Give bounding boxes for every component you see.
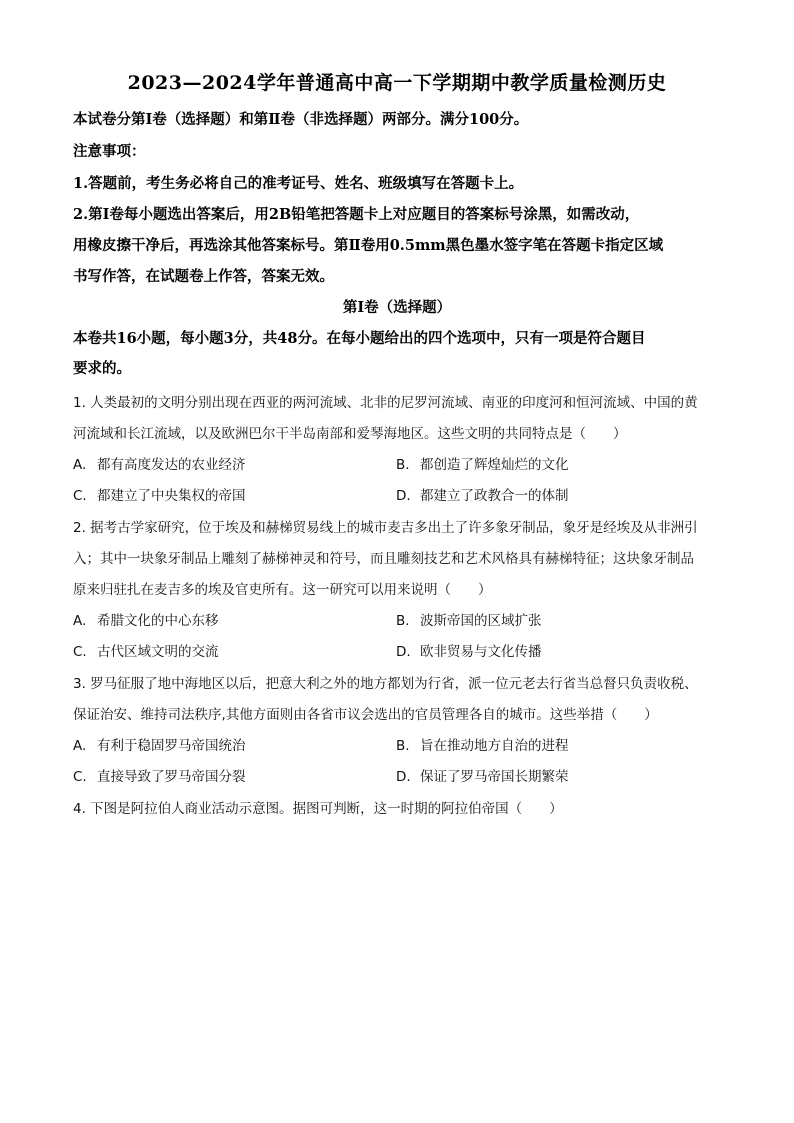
question-3-line: 3. 罗马征服了地中海地区以后，把意大利之外的地方都划为行省，派一位元老去行省当总督只负责收税、 (73, 676, 698, 692)
question-3-option-a (73, 734, 246, 754)
question-3-option-b (396, 734, 569, 754)
notice-heading: 注意事项： (73, 143, 146, 160)
option-text: 直接导致了罗马帝国分裂 (97, 769, 246, 785)
option-text: 波斯帝国的区域扩张 (420, 613, 542, 629)
option-label: B. (396, 738, 410, 754)
option-text: 都创造了辉煌灿烂的文化 (420, 457, 569, 473)
question-1-line: 1. 人类最初的文明分别出现在西亚的两河流域、北非的尼罗河流域、南亚的印度河和恒河流域、中国的黄 (73, 395, 698, 411)
question-1-option-a (73, 453, 246, 473)
section-desc: 本卷共16小题，每小题3分，共48分。在每小题给出的四个选项中，只有一项是符合题目 (73, 330, 646, 347)
notice-line: 2.第Ⅰ卷每小题选出答案后，用2B铅笔把答题卡上对应题目的答案标号涂黑，如需改动， (73, 206, 640, 223)
question-3-option-c (73, 765, 246, 785)
question-1-option-d (396, 484, 569, 504)
section-desc: 要求的。 (73, 360, 131, 377)
option-text: 都有高度发达的农业经济 (97, 457, 246, 473)
option-label: D. (396, 488, 411, 504)
option-label: D. (396, 644, 411, 660)
option-text: 希腊文化的中心东移 (97, 613, 219, 629)
question-2-line: 入；其中一块象牙制品上雕刻了赫梯神灵和符号，而且雕刻技艺和艺术风格具有赫梯特征；这块象牙制品 (73, 551, 694, 567)
option-label: C. (73, 488, 87, 504)
question-2-option-b (396, 609, 542, 629)
question-2-option-a (73, 609, 219, 629)
question-2-option-d (396, 640, 542, 660)
notice-line: 书写作答，在试题卷上作答，答案无效。 (73, 268, 334, 285)
question-3-line: 保证治安、维持司法秩序,其他方面则由各省市议会选出的官员管理各自的城市。这些举措（ ） (73, 707, 658, 723)
option-label: C. (73, 769, 87, 785)
option-text: 旨在推动地方自治的进程 (420, 738, 569, 754)
option-text: 保证了罗马帝国长期繁荣 (420, 769, 569, 785)
option-label: A. (73, 738, 87, 754)
option-text: 都建立了中央集权的帝国 (97, 488, 246, 504)
option-label: A. (73, 613, 87, 629)
notice-line: 1.答题前，考生务必将自己的准考证号、姓名、班级填写在答题卡上。 (73, 175, 524, 192)
notice-line: 用橡皮擦干净后，再选涂其他答案标号。第Ⅱ卷用0.5mm黑色墨水签字笔在答题卡指定区域 (73, 237, 664, 254)
question-1-line: 河流域和长江流域，以及欧洲巴尔干半岛南部和爱琴海地区。这些文明的共同特点是（ ） (73, 426, 627, 442)
option-label: C. (73, 644, 87, 660)
option-text: 都建立了政教合一的体制 (420, 488, 569, 504)
question-2-line: 原来归驻扎在麦吉多的埃及官吏所有。这一研究可以用来说明（ ） (73, 582, 492, 598)
option-label: D. (396, 769, 411, 785)
option-text: 欧非贸易与文化传播 (420, 644, 542, 660)
option-text: 古代区域文明的交流 (97, 644, 219, 660)
question-1-option-c (73, 484, 246, 504)
option-label: A. (73, 457, 87, 473)
question-2-option-c (73, 640, 219, 660)
page-title: 2023—2024学年普通高中高一下学期期中教学质量检测历史 (127, 72, 667, 94)
question-1-option-b (396, 453, 569, 473)
question-3-option-d (396, 765, 569, 785)
section-title: 第Ⅰ卷（选择题） (342, 299, 452, 316)
question-2-line: 2. 据考古学家研究，位于埃及和赫梯贸易线上的城市麦吉多出土了许多象牙制品，象牙是经埃及从非洲引 (73, 520, 698, 536)
option-text: 有利于稳固罗马帝国统治 (97, 738, 246, 754)
exam-intro: 本试卷分第Ⅰ卷（选择题）和第Ⅱ卷（非选择题）两部分。满分100分。 (73, 111, 529, 128)
question-4-line: 4. 下图是阿拉伯人商业活动示意图。据图可判断，这一时期的阿拉伯帝国（ ） (73, 801, 563, 817)
option-label: B. (396, 457, 410, 473)
option-label: B. (396, 613, 410, 629)
